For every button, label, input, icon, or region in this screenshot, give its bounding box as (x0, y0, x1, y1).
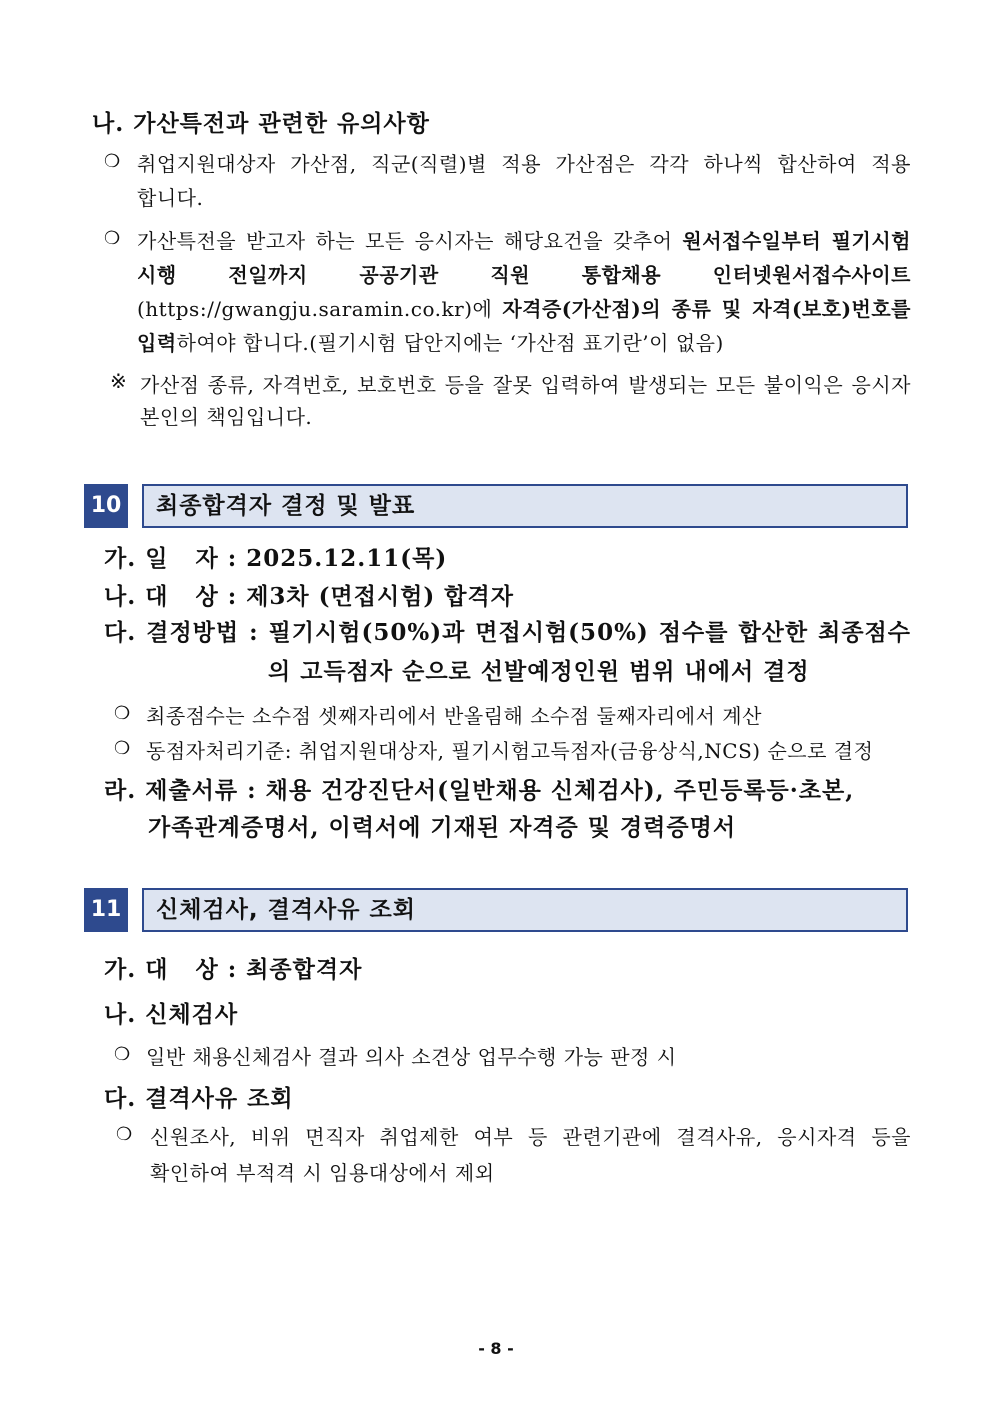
item-physical-exam: 나. 신체검사 (104, 1001, 239, 1028)
item-date: 가. 일 자 : 2025.12.11(목) (104, 545, 448, 572)
bullet-circle-icon: ❍ (114, 1044, 131, 1065)
section-title: 최종합격자 결정 및 발표 (142, 484, 908, 528)
bullet-text-line: 입력하여야 합니다.(필기시험 답안지에는 ‘가산점 표기란’이 없음) (137, 331, 724, 355)
item-target: 나. 대 상 : 제3차 (면접시험) 합격자 (104, 583, 514, 610)
section-number-badge: 11 (84, 888, 128, 932)
bullet-text-line: 취업지원대상자 가산점, 직군(직렬)별 적용 가산점은 각각 하나씩 합산하여 적용 (137, 152, 911, 176)
bullet-circle-icon: ❍ (104, 228, 121, 249)
page-number: - 8 - (478, 1339, 514, 1358)
item-method-line: 의 고득점자 순으로 선발예정인원 범위 내에서 결정 (268, 658, 810, 685)
bullet-circle-icon: ❍ (114, 703, 131, 724)
bullet-text-line: 동점자처리기준: 취업지원대상자, 필기시험고득점자(금융상식,NCS) 순으로 결정 (146, 739, 874, 763)
bullet-text-line: 합니다. (137, 186, 204, 210)
section-11-header (84, 888, 908, 932)
subsection-heading: 나. 가산특전과 관련한 유의사항 (92, 110, 430, 137)
note-text-line: 가산점 종류, 자격번호, 보호번호 등을 잘못 입력하여 발생되는 모든 불이익은 응시자 (140, 373, 911, 397)
bullet-text-line: 가산특전을 받고자 하는 모든 응시자는 해당요건을 갖추어 원서접수일부터 필기시험 (137, 229, 911, 253)
section-10-header (84, 484, 908, 528)
bullet-text-line: 최종점수는 소수점 셋째자리에서 반올림해 소수점 둘째자리에서 계산 (146, 704, 762, 728)
section-number-badge: 10 (84, 484, 128, 528)
section-title: 신체검사, 결격사유 조회 (142, 888, 908, 932)
bullet-circle-icon: ❍ (104, 151, 121, 172)
bullet-text-line: 일반 채용신체검사 결과 의사 소견상 업무수행 가능 판정 시 (146, 1045, 677, 1069)
item-documents-line: 라. 제출서류 : 채용 건강진단서(일반채용 신체검사), 주민등록등·초본, (104, 777, 855, 804)
item-target: 가. 대 상 : 최종합격자 (104, 956, 363, 983)
bullet-text-line: (https://gwangju.saramin.co.kr)에 자격증(가산점)의 종류 및 자격(보호)번호를 (137, 297, 911, 321)
bullet-text-line: 신원조사, 비위 면직자 취업제한 여부 등 관련기관에 결격사유, 응시자격 등을 (150, 1125, 911, 1149)
bullet-circle-icon: ❍ (116, 1124, 133, 1145)
item-method-line: 다. 결정방법 : 필기시험(50%)과 면접시험(50%) 점수를 합산한 최종점수 (104, 619, 911, 646)
note-text-line: 본인의 책임입니다. (140, 405, 313, 429)
bullet-text-line: 확인하여 부적격 시 임용대상에서 제외 (150, 1161, 495, 1185)
item-disqualification: 다. 결격사유 조회 (104, 1085, 294, 1112)
note-mark-icon: ※ (110, 369, 128, 393)
bullet-circle-icon: ❍ (114, 738, 131, 759)
item-documents-line: 가족관계증명서, 이력서에 기재된 자격증 및 경력증명서 (148, 814, 737, 841)
bullet-text-line-bold: 시행 전일까지 공공기관 직원 통합채용 인터넷원서접수사이트 (137, 263, 911, 287)
